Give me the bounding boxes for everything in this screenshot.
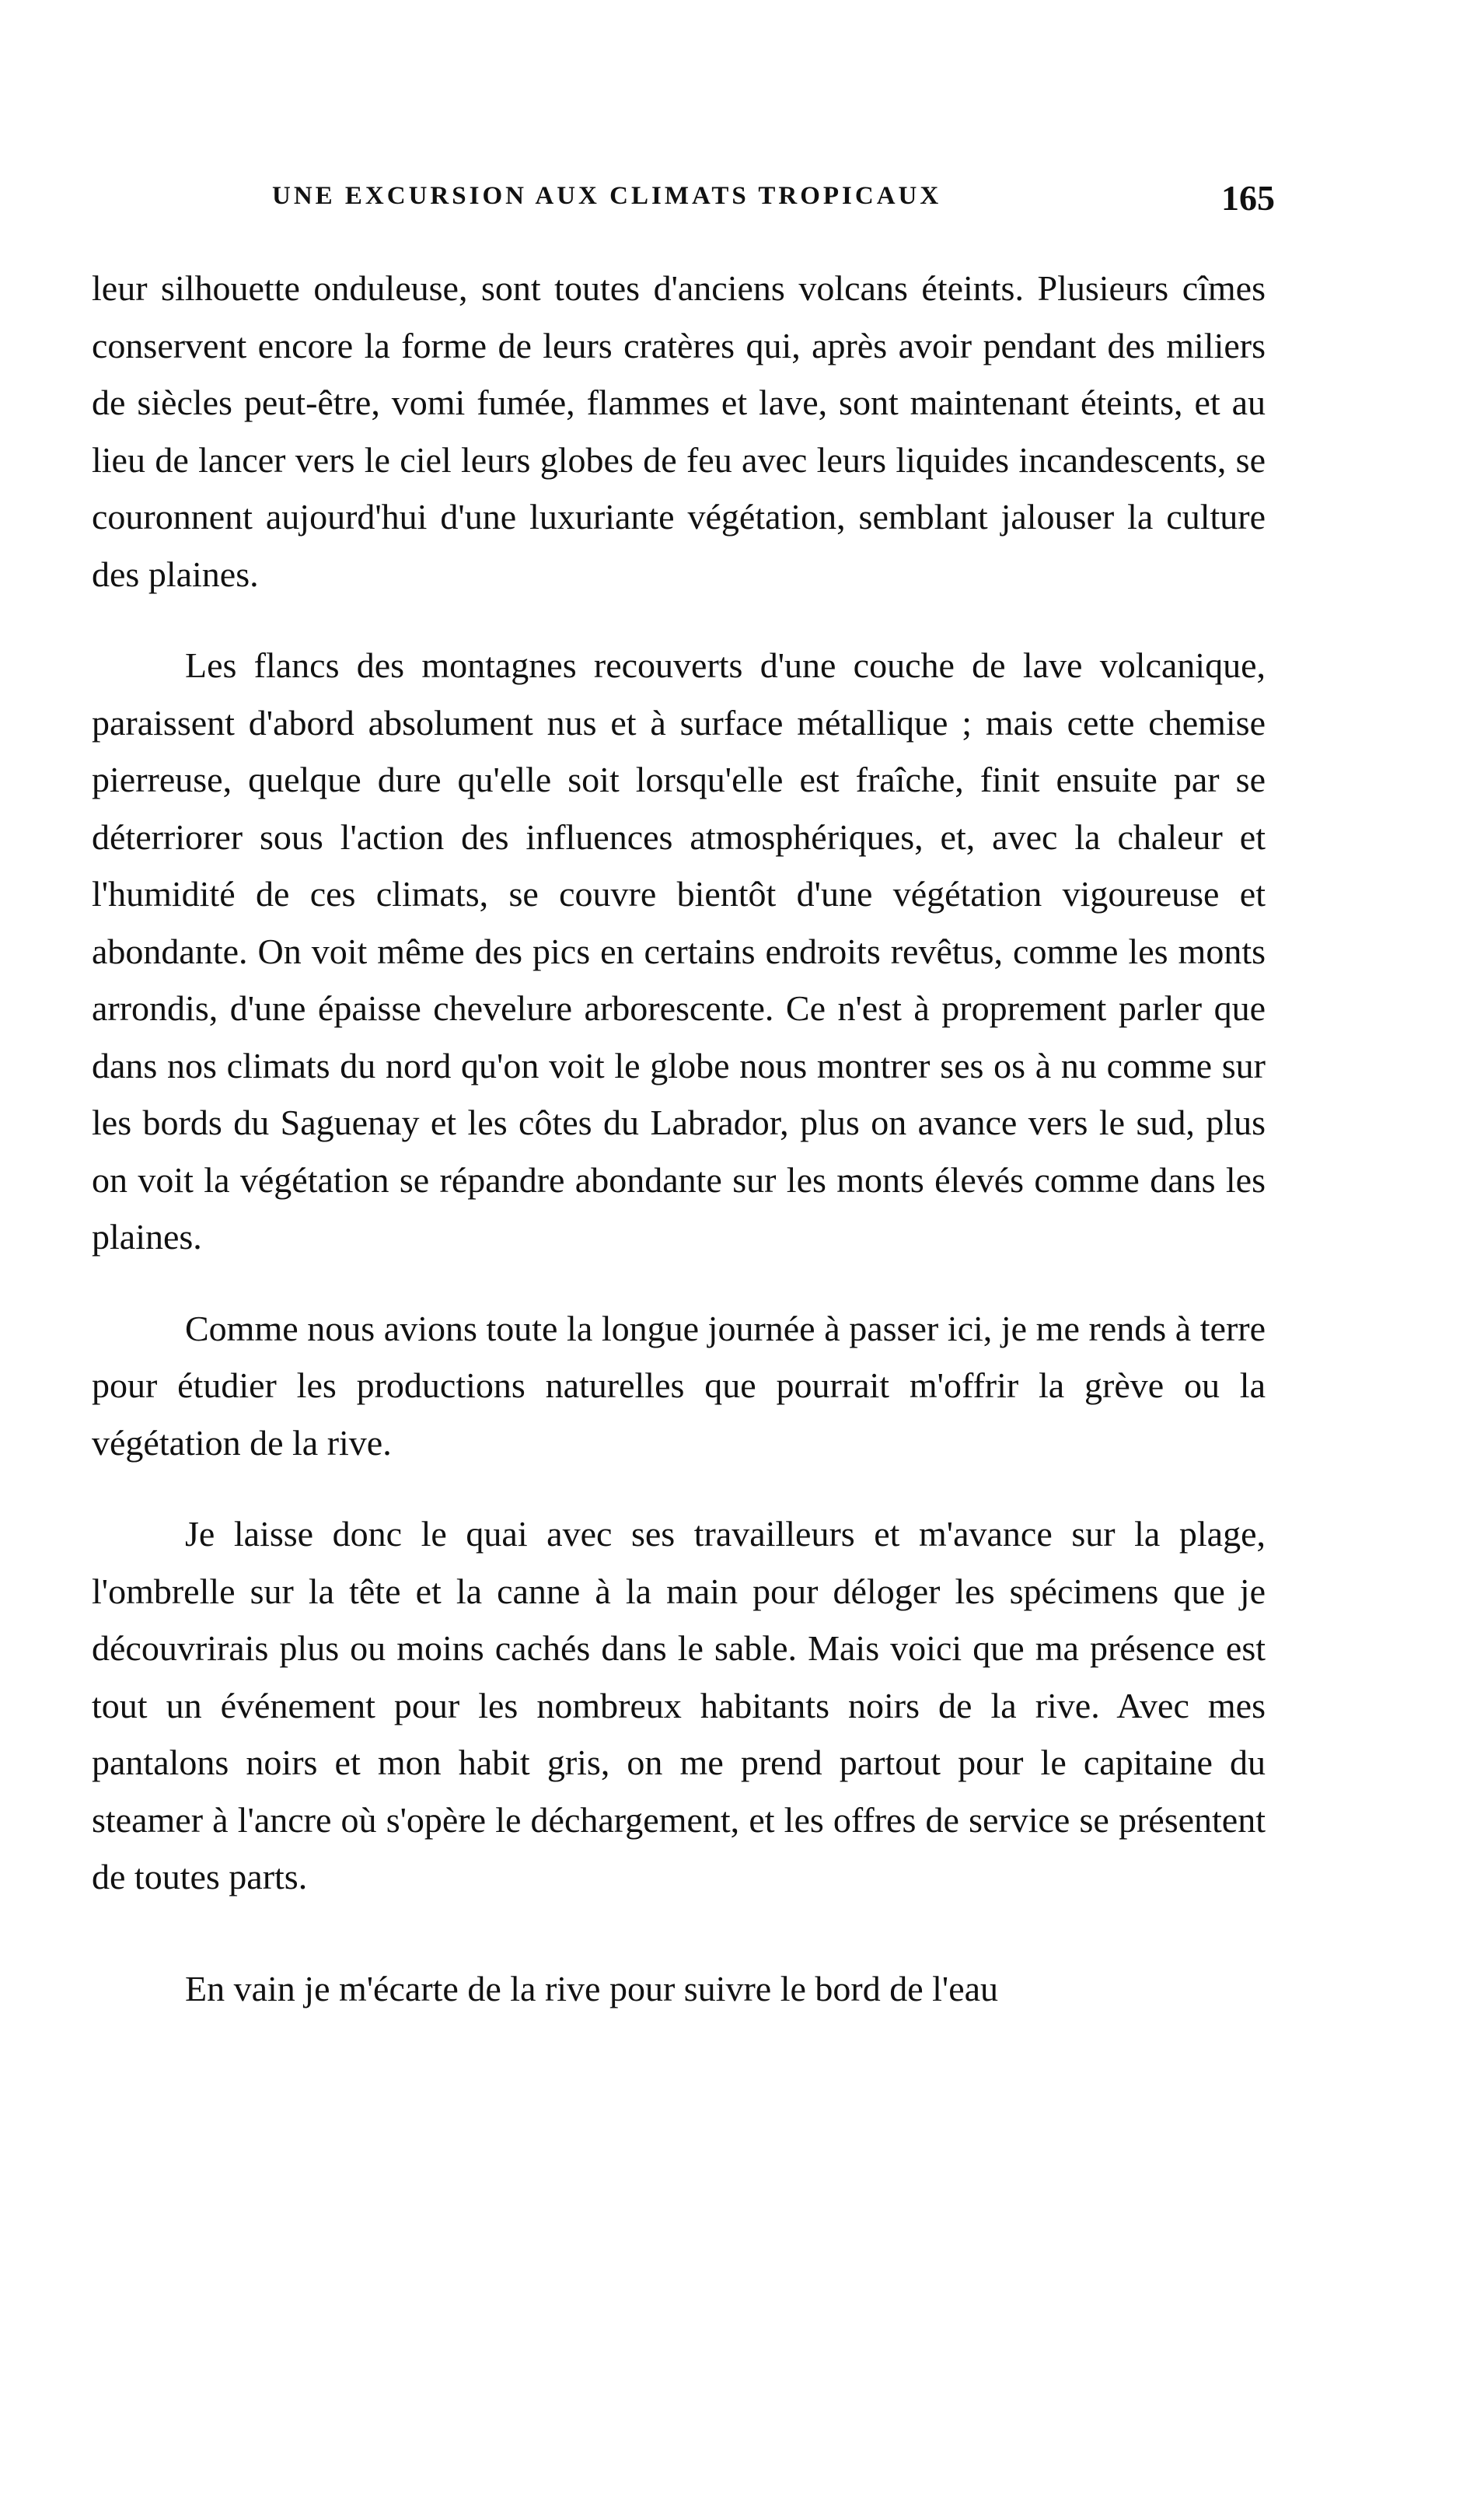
paragraph-volcanic-slopes: Les flancs des montagnes recouverts d'une couche de lave volcanique, paraissent d'abord absolument nus et à surface métallique ; mais cette chemise pierreuse, quelque dure qu'elle soit lorsqu'elle est fraîche, finit ensuite par se déterriorer sous l'action des influences atmosphériques, et, avec la chaleur et l'humidité de ces climats, se couvre bientôt d'une végétation vigoureuse et abondante. On voit même des pics en certains endroits revêtus, comme les monts arrondis, d'une épaisse chevelure arborescente. Ce n'est à proprement parler que dans nos climats du nord qu'on voit le globe nous montrer ses os à nu comme sur les bords du Saguenay et les côtes du Labrador, plus on avance vers le sud, plus on voit la végétation se répandre abondante sur les monts élevés comme dans les plaines. [92,645,1266,1257]
paragraph-going-ashore: Comme nous avions toute la longue journée à passer ici, je me rends à terre pour étudier les productions naturelles que pourrait m'offrir la grève ou la végétation de la rive. [92,1308,1266,1463]
paragraph-continuation: leur silhouette onduleuse, sont toutes d'anciens volcans éteints. Plusieurs cîmes conservent encore la forme de leurs cratères qui, après avoir pendant des miliers de siècles peut-être, vomi fumée, flammes et lave, sont maintenant éteints, et au lieu de lancer vers le ciel leurs globes de feu avec leurs liquides incandescents, se couronnent aujourd'hui d'une luxuriante végétation, semblant jalouser la culture des plaines. [92,268,1266,594]
paragraph-final-line: En vain je m'écarte de la rive pour suivre le bord de l'eau [185,1968,999,2008]
running-title: UNE EXCURSION AUX CLIMATS TROPICAUX [272,182,942,210]
body-text [92,260,1266,2017]
running-head [272,177,1275,224]
page-number: 165 [1221,178,1275,218]
paragraph-on-the-beach: Je laisse donc le quai avec ses travailleurs et m'avance sur la plage, l'ombrelle sur la tête et la canne à la main pour déloger les spécimens que je découvrirais plus ou moins cachés dans le sable. Mais voici que ma présence est tout un événement pour les nombreux habitants noirs de la rive. Avec mes pantalons noirs et mon habit gris, on me prend partout pour le capitaine du steamer à l'ancre où s'opère le déchargement, et les offres de service se présentent de toutes parts. [92,1514,1266,1896]
